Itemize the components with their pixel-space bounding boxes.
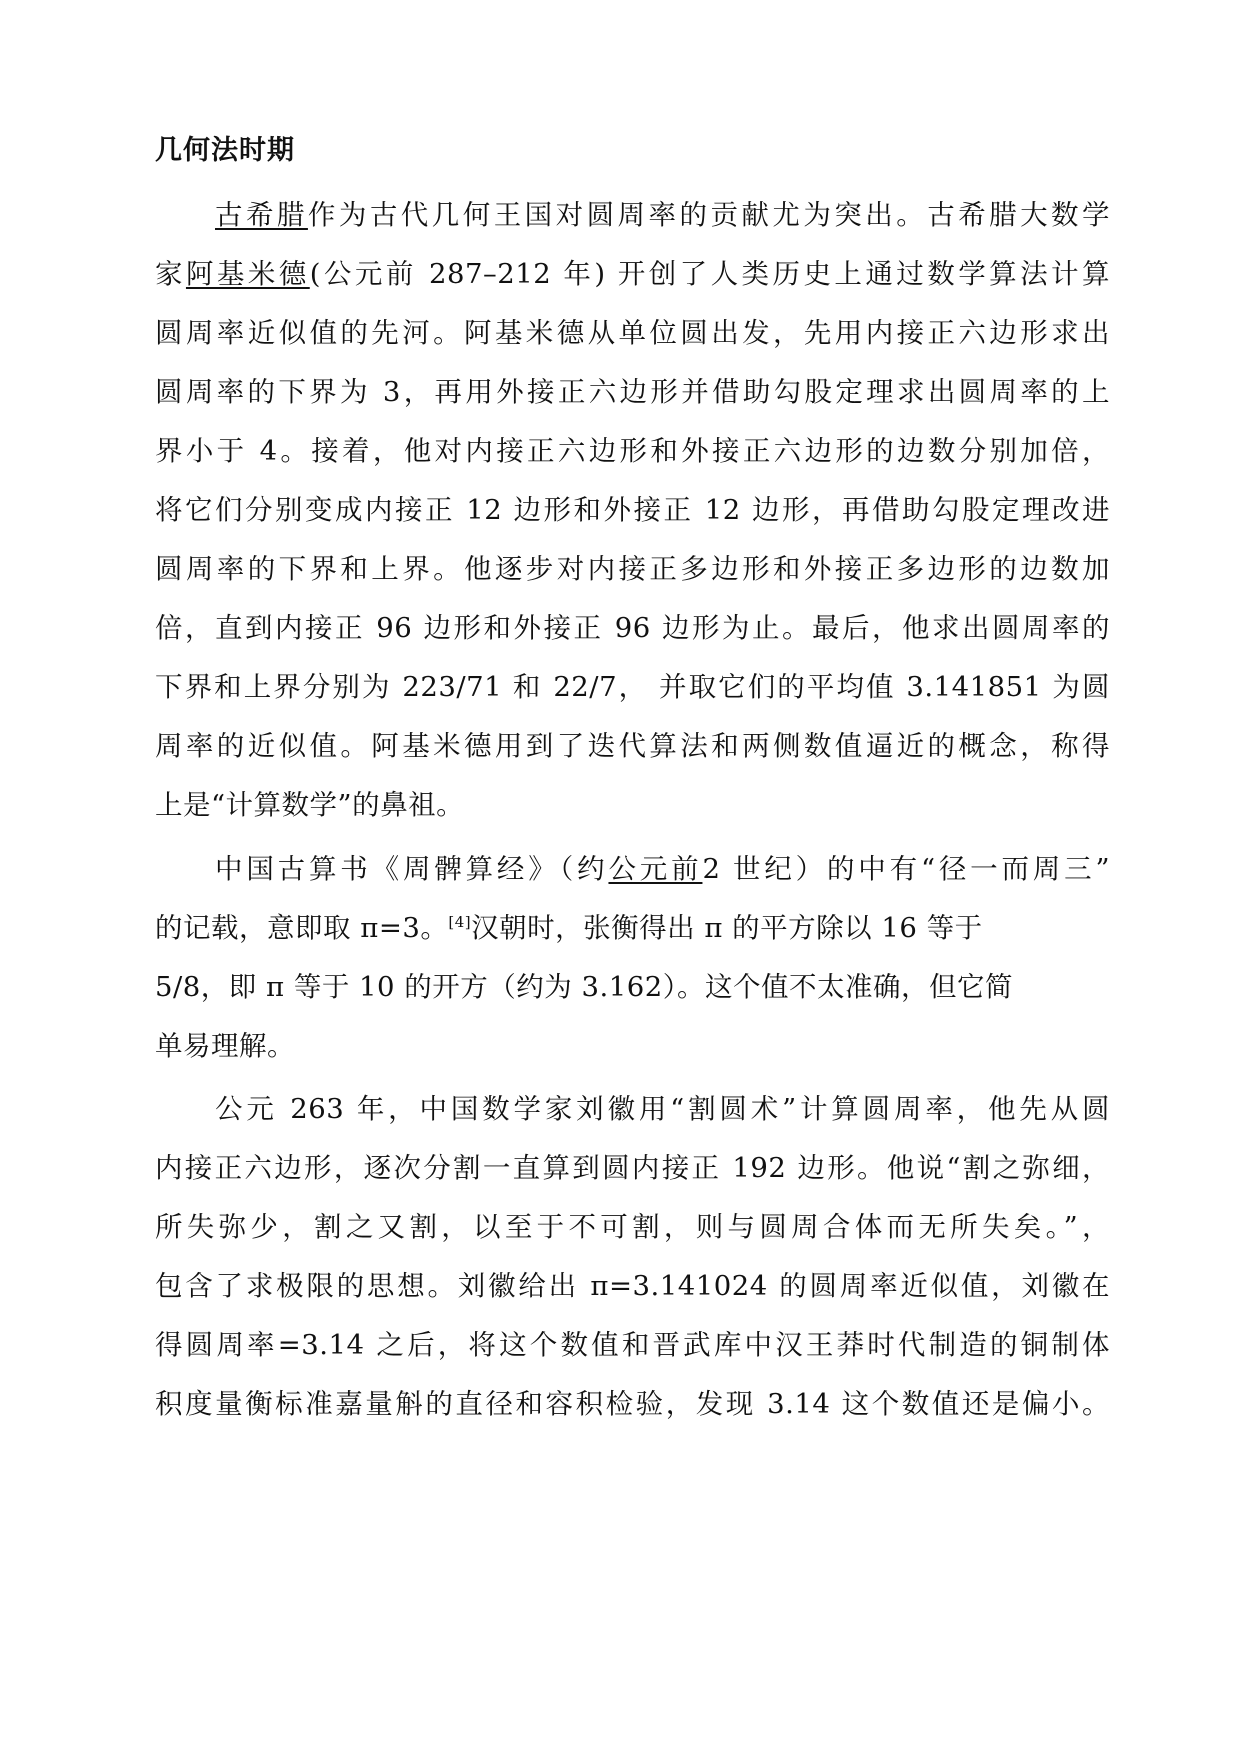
paragraph-1-line-4: 圆周率的下界为 3，再用外接正六边形并借助勾股定理求出圆周率的上 xyxy=(155,376,1110,408)
paragraph-3-line-4: 包含了求极限的思想。刘徽给出 π=3.141024 的圆周率近似值，刘徽在 xyxy=(155,1270,1110,1302)
citation-4[interactable]: [4] xyxy=(448,913,472,931)
paragraph-3-line-6: 积度量衡标准嘉量斛的直径和容积检验，发现 3.14 这个数值还是偏小。 xyxy=(155,1388,1110,1420)
paragraph-1-line-3: 圆周率近似值的先河。阿基米德从单位圆出发，先用内接正六边形求出 xyxy=(155,317,1110,349)
paragraph-1-line-2 xyxy=(155,252,1110,296)
paragraph-3-line-5: 得圆周率=3.14 之后，将这个数值和晋武库中汉王莽时代制造的铜制体 xyxy=(155,1329,1110,1361)
paragraph-2-line-2-text: 汉朝时，张衡得出 π 的平方除以 16 等于 xyxy=(471,912,983,944)
paragraph-1-line-11: 上是“计算数学”的鼻祖。 xyxy=(155,789,465,821)
paragraph-1-line-5: 界小于 4。接着，他对内接正六边形和外接正六边形的边数分别加倍， xyxy=(155,435,1110,467)
paragraph-1-line-7: 圆周率的下界和上界。他逐步对内接正多边形和外接正多边形的边数加 xyxy=(155,553,1110,585)
paragraph-3-line-3: 所失弥少，割之又割，以至于不可割，则与圆周合体而无所失矣。”， xyxy=(155,1211,1110,1243)
paragraph-1-line-6: 将它们分别变成内接正 12 边形和外接正 12 边形，再借助勾股定理改进 xyxy=(155,494,1110,526)
paragraph-1-line-8: 倍，直到内接正 96 边形和外接正 96 边形为止。最后，他求出圆周率的 xyxy=(155,612,1110,644)
link-archimedes[interactable]: 阿基米德 xyxy=(185,258,310,290)
paragraph-1-line-10: 周率的近似值。阿基米德用到了迭代算法和两侧数值逼近的概念，称得 xyxy=(155,730,1110,762)
paragraph-1-line-9: 下界和上界分别为 223/71 和 22/7， 并取它们的平均值 3.141851 为圆 xyxy=(155,671,1110,703)
paragraph-2-line-1-prefix: 中国古算书《周髀算经》（约 xyxy=(215,853,609,885)
paragraph-1-line-1 xyxy=(155,193,1110,237)
paragraph-2-line-1 xyxy=(155,847,1110,891)
link-bce[interactable]: 公元前 xyxy=(608,853,703,885)
paragraph-1-line-2-prefix: 家 xyxy=(155,258,186,290)
paragraph-2-line-2 xyxy=(155,906,1110,950)
paragraph-3-line-2: 内接正六边形，逐次分割一直算到圆内接正 192 边形。他说“割之弥细， xyxy=(155,1152,1110,1184)
paragraph-2-line-1-text: 2 世纪）的中有“径一而周三” xyxy=(702,853,1111,885)
paragraph-1-line-2-text: (公元前 287–212 年) 开创了人类历史上通过数学算法计算 xyxy=(309,258,1110,290)
paragraph-1-line-1-text: 作为古代几何王国对圆周率的贡献尤为突出。古希腊大数学 xyxy=(307,199,1111,231)
paragraph-2-line-3: 5/8，即 π 等于 10 的开方（约为 3.162）。这个值不太准确，但它简 xyxy=(155,971,1014,1003)
paragraph-2-line-2-prefix: 的记载，意即取 π=3。 xyxy=(155,912,449,944)
paragraph-3-line-1: 公元 263 年，中国数学家刘徽用“割圆术”计算圆周率，他先从圆 xyxy=(215,1093,1110,1125)
paragraph-2-line-4: 单易理解。 xyxy=(155,1030,295,1062)
section-heading: 几何法时期 xyxy=(155,135,295,166)
link-ancient-greece[interactable]: 古希腊 xyxy=(215,199,308,231)
